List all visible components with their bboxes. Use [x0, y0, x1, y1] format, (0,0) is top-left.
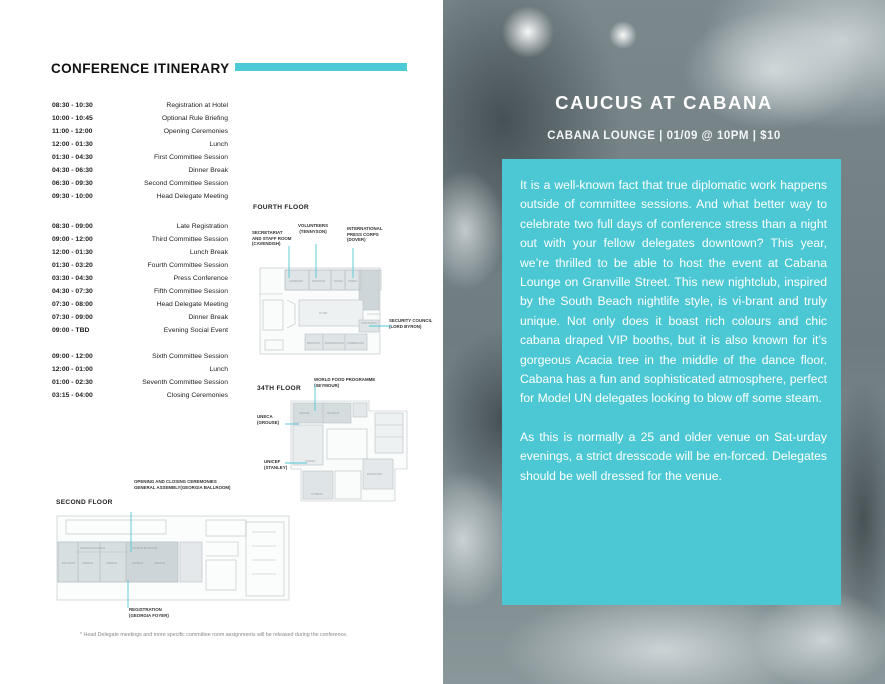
schedule-row — [52, 115, 228, 127]
schedule-event: Evening Social Event — [163, 327, 228, 334]
svg-text:GEORGIA: GEORGIA — [106, 562, 118, 565]
schedule-event: Registration at Hotel — [166, 102, 228, 109]
schedule-time: 08:30 - 10:30 — [52, 102, 93, 109]
title-accent-bar — [235, 63, 407, 71]
svg-text:ENGLISH BAY: ENGLISH BAY — [367, 473, 383, 476]
schedule-event: Lunch — [209, 366, 228, 373]
svg-text:LORD BYRON: LORD BYRON — [361, 322, 377, 325]
event-description-paragraph-1: It is a well-known fact that true diplomatic work happens outside of committee sessions. And what better way to celebrate two full days of conference stress than a night out with your fellow delegates downtown? This year, we’re thrilled to be able to host the event at Cabana Lounge on Granville Street. This new nightclub, inspired by the South Beach nightlife style, is vi-brant and truly unique. Not only does it boast rich colours and chic cabana draped VIP booths, but it is also known for it’s gorgeous Acacia tree in the middle of the dance floor. Cabana has a fun and sophisticated atmosphere, perfect for Model UN delegates looking to blow off some steam. — [520, 178, 827, 406]
svg-text:STANLEY: STANLEY — [305, 460, 316, 463]
schedule-event: Third Committee Session — [151, 236, 228, 243]
schedule-event: Press Conference — [173, 275, 228, 282]
schedule-row — [52, 327, 228, 339]
svg-text:GEORGIA: GEORGIA — [82, 562, 94, 565]
schedule-time: 07:30 - 09:00 — [52, 314, 93, 321]
svg-text:DOVER: DOVER — [334, 280, 343, 283]
schedule-row — [52, 353, 228, 365]
svg-text:MARLBOROUGH: MARLBOROUGH — [325, 342, 344, 345]
svg-text:TENNYSON: TENNYSON — [312, 280, 326, 283]
itinerary-title: CONFERENCE ITINERARY — [51, 61, 230, 76]
schedule-event: Closing Ceremonies — [166, 392, 228, 399]
schedule-row — [52, 128, 228, 140]
schedule-event: Dinner Break — [188, 314, 228, 321]
svg-text:CYPRESS: CYPRESS — [311, 493, 323, 496]
schedule-event: Head Delegate Meeting — [156, 193, 228, 200]
room-label-stanley: UNICEF (STANLEY) — [264, 459, 288, 470]
schedule-event: Fourth Committee Session — [147, 262, 228, 269]
schedule-row — [52, 249, 228, 261]
schedule-event: Optional Rule Briefing — [161, 115, 228, 122]
svg-text:GEORGIA BALLROOM: GEORGIA BALLROOM — [132, 547, 157, 550]
schedule-event: Late Registration — [176, 223, 228, 230]
schedule-time: 11:00 - 12:00 — [52, 128, 93, 135]
schedule-row — [52, 288, 228, 300]
schedule-time: 06:30 - 09:30 — [52, 180, 93, 187]
svg-text:TOWER: TOWER — [348, 280, 357, 283]
schedule-time: 04:30 - 06:30 — [52, 167, 93, 174]
schedule-event: Seventh Committee Session — [142, 379, 228, 386]
schedule-row — [52, 154, 228, 166]
schedule-event: First Committee Session — [153, 154, 228, 161]
schedule-event: Opening Ceremonies — [163, 128, 228, 135]
svg-text:GEORGIA: GEORGIA — [132, 562, 144, 565]
schedule-event: Lunch — [209, 141, 228, 148]
svg-text:BRIGHTON: BRIGHTON — [307, 342, 320, 345]
room-label-georgia-ballroom: OPENING AND CLOSING CEREMONIES GENERAL ASSEMBLY(GEORGIA BALLROOM) — [134, 479, 231, 490]
schedule-row — [52, 314, 228, 326]
schedule-row — [52, 379, 228, 391]
schedule-row — [52, 141, 228, 153]
svg-text:BALLROOM: BALLROOM — [62, 562, 76, 565]
schedule-row — [52, 167, 228, 179]
footnote: * Head Delegate meetings and more specific committee room assignments will be released during the conference. — [80, 632, 348, 638]
second-floor-label: SECOND FLOOR — [56, 499, 113, 506]
schedule-event: Sixth Committee Session — [152, 353, 228, 360]
schedule-row — [52, 392, 228, 404]
schedule-time: 03:15 - 04:00 — [52, 392, 93, 399]
schedule-time: 01:30 - 04:30 — [52, 154, 93, 161]
schedule-time: 09:00 - 12:00 — [52, 236, 93, 243]
svg-text:GEORGIA: GEORGIA — [154, 562, 166, 565]
schedule-time: 09:00 - 12:00 — [52, 353, 93, 360]
thirty-fourth-floor-plan — [285, 385, 413, 507]
schedule-time: 09:30 - 10:00 — [52, 193, 93, 200]
schedule-event: Second Committee Session — [144, 180, 228, 187]
event-subtitle: CABANA LOUNGE | 01/09 @ 10PM | $10 — [547, 130, 781, 142]
event-page — [443, 0, 885, 684]
fourth-floor-label: FOURTH FLOOR — [253, 204, 309, 211]
schedule-time: 12:00 - 01:00 — [52, 366, 93, 373]
schedule-time: 09:00 - TBD — [52, 327, 90, 334]
svg-text:CUMBERLAND: CUMBERLAND — [347, 342, 364, 345]
room-label-lord-byron: SECURITY COUNCIL (LORD BYRON) — [389, 318, 433, 329]
room-label-dover: INTERNATIONAL PRESS CORPS (DOVER) — [347, 226, 383, 243]
fourth-floor-plan — [259, 244, 409, 362]
schedule-row — [52, 262, 228, 274]
room-label-cavendish: SECRETARIAT AND STAFF ROOM (CAVENDISH) — [252, 230, 292, 247]
schedule-time: 08:30 - 09:00 — [52, 223, 93, 230]
schedule-time: 01:30 - 03:20 — [52, 262, 93, 269]
schedule-time: 01:00 - 02:30 — [52, 379, 93, 386]
schedule-row — [52, 236, 228, 248]
schedule-event: Dinner Break — [188, 167, 228, 174]
schedule-time: 12:00 - 01:30 — [52, 141, 93, 148]
schedule-row — [52, 366, 228, 378]
room-label-tennyson: VOLUNTEERS (TENNYSON) — [298, 223, 329, 234]
schedule-row — [52, 275, 228, 287]
schedule-time: 10:00 - 10:45 — [52, 115, 93, 122]
schedule-row — [52, 223, 228, 235]
room-label-georgia-foyer: REGISTRATION (GEORGIA FOYER) — [129, 607, 169, 618]
schedule-time: 12:00 - 01:30 — [52, 249, 93, 256]
room-label-seymour: WORLD FOOD PROGRAMME (SEYMOUR) — [314, 377, 376, 388]
schedule-row — [52, 301, 228, 313]
svg-text:CAVENDISH: CAVENDISH — [289, 280, 303, 283]
schedule-event: Lunch Break — [189, 249, 228, 256]
room-label-grouse: UNECA (GROUSE) — [257, 414, 279, 425]
svg-text:GROUSE: GROUSE — [299, 412, 310, 415]
schedule-time: 07:30 - 08:00 — [52, 301, 93, 308]
thirty-fourth-floor-label: 34TH FLOOR — [257, 385, 302, 392]
schedule-row — [52, 180, 228, 192]
svg-text:FOYER: FOYER — [319, 312, 328, 315]
svg-text:SEYMOUR: SEYMOUR — [327, 412, 340, 415]
event-description-paragraph-2: As this is normally a 25 and older venue on Sat-urday evenings, a strict dresscode will be en-forced. Delegates should be well dressed for the venue. — [520, 429, 827, 483]
schedule-time: 03:30 - 04:30 — [52, 275, 93, 282]
svg-text:GEORGIA BALLROOM: GEORGIA BALLROOM — [80, 547, 105, 550]
schedule-event: Head Delegate Meeting — [156, 301, 228, 308]
schedule-row — [52, 102, 228, 114]
event-title: CAUCUS AT CABANA — [555, 92, 773, 113]
schedule-time: 04:30 - 07:30 — [52, 288, 93, 295]
event-description-box — [502, 159, 841, 605]
second-floor-plan — [56, 512, 292, 608]
schedule-row — [52, 193, 228, 205]
schedule-event: Fifth Committee Session — [153, 288, 228, 295]
